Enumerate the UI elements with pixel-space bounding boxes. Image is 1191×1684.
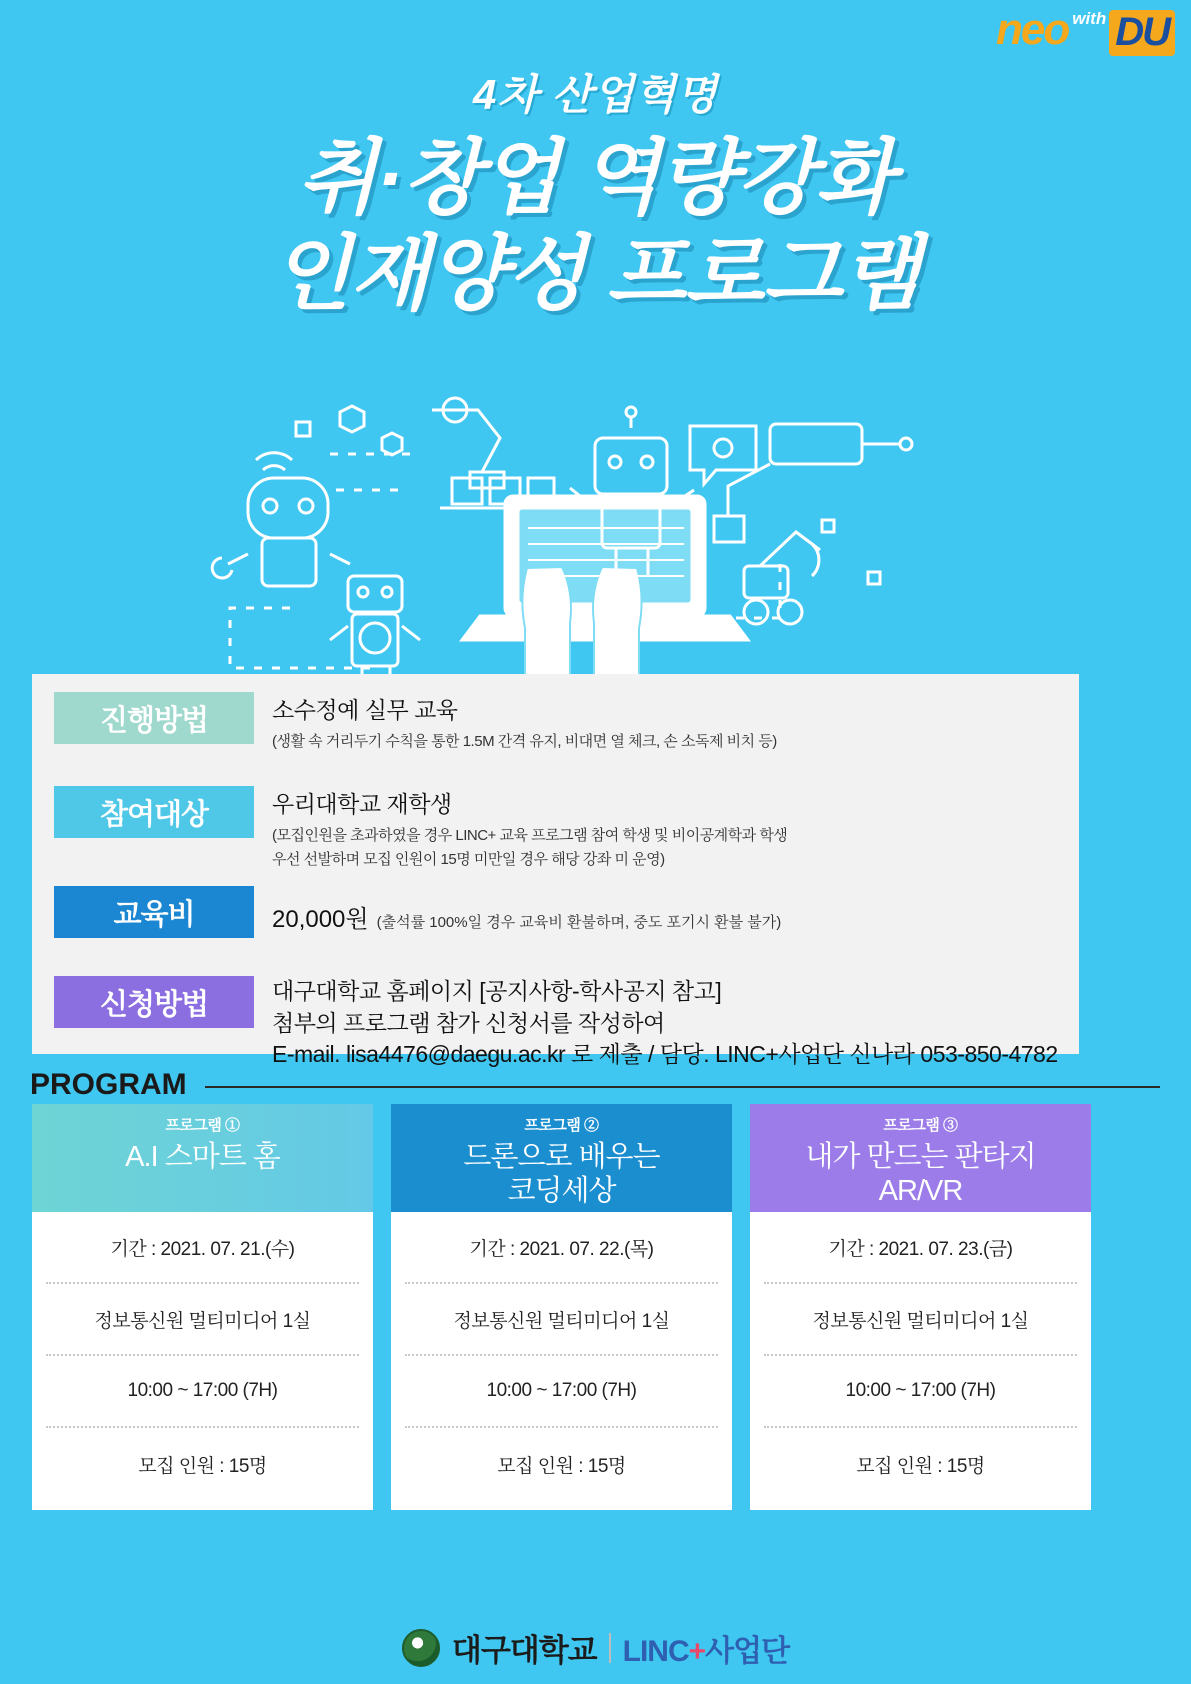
- robotics-illustration: [0, 368, 1191, 678]
- info-row-fee: [54, 886, 781, 938]
- footer-linc-text: LINC: [622, 1634, 689, 1668]
- info-tag-target: 참여대상: [54, 786, 254, 838]
- footer-linc-dan: 사업단: [705, 1634, 790, 1668]
- program-card-1: [32, 1104, 373, 1510]
- program-card-1-period: 기간 : 2021. 07. 21.(수): [46, 1212, 359, 1284]
- info-tag-method: 진행방법: [54, 692, 254, 744]
- program-card-2-period: 기간 : 2021. 07. 22.(목): [405, 1212, 718, 1284]
- program-card-list: [32, 1104, 1091, 1510]
- program-divider: [205, 1086, 1160, 1088]
- logo-neo-text: neo: [995, 5, 1069, 54]
- program-card-2-time: 10:00 ~ 17:00 (7H): [405, 1356, 718, 1428]
- info-row-method: [54, 692, 777, 753]
- footer-linc-plus: +: [688, 1634, 706, 1668]
- logo-with-text: with: [1072, 9, 1107, 28]
- program-card-3-header: [750, 1104, 1091, 1212]
- info-apply-line-2: 첨부의 프로그램 참가 신청서를 작성하여: [272, 1009, 665, 1036]
- program-card-3-title-line-2: AR/VR: [878, 1175, 963, 1208]
- program-card-2-place: 정보통신원 멀티미디어 1실: [405, 1284, 718, 1356]
- footer-logos: [0, 1625, 1191, 1670]
- headline-line-2: 취·창업 역량강화: [297, 133, 894, 224]
- info-apply-line-3: E-mail. lisa4476@daegu.ac.kr 로 제출 / 담당. LINC+사업단 신나라 053-850-4782: [272, 1041, 1058, 1068]
- program-card-2-capacity: 모집 인원 : 15명: [497, 1455, 626, 1477]
- info-tag-apply: 신청방법: [54, 976, 254, 1028]
- info-panel: [32, 674, 1079, 1068]
- program-card-3-number: 프로그램 ③: [883, 1117, 958, 1134]
- headline-block: [0, 62, 1191, 321]
- footer-divider: [609, 1633, 611, 1663]
- info-fee-note: (출석률 100%일 경우 교육비 환불하며, 중도 포기시 환불 불가): [376, 913, 782, 931]
- info-sub-method: (생활 속 거리두기 수칙을 통한 1.5M 간격 유지, 비대면 열 체크, 손 소독제 비치 등): [272, 733, 777, 750]
- info-title-method: 소수정예 실무 교육: [272, 697, 458, 723]
- program-card-3-place: 정보통신원 멀티미디어 1실: [764, 1284, 1077, 1356]
- footer-linc-logo: [623, 1626, 789, 1670]
- program-card-3-title-line-1: 내가 만드는 판타지: [805, 1141, 1036, 1173]
- program-card-3-time: 10:00 ~ 17:00 (7H): [764, 1356, 1077, 1428]
- university-emblem-icon: [402, 1629, 440, 1667]
- info-apply-line-1: 대구대학교 홈페이지 [공지사항-학사공지 참고]: [272, 978, 722, 1004]
- info-row-target: [54, 786, 787, 871]
- logo-du-text: DU: [1109, 10, 1175, 56]
- info-tag-fee: 교육비: [54, 886, 254, 938]
- program-card-2: [391, 1104, 732, 1510]
- program-card-2-number: 프로그램 ②: [524, 1117, 599, 1134]
- program-card-2-title-line-2: 코딩세상: [507, 1175, 616, 1208]
- neo-with-du-logo: [995, 5, 1175, 56]
- info-fee-amount: 20,000원: [272, 905, 369, 933]
- program-card-1-time: 10:00 ~ 17:00 (7H): [46, 1356, 359, 1428]
- program-card-1-place: 정보통신원 멀티미디어 1실: [46, 1284, 359, 1356]
- program-section-title: PROGRAM: [30, 1068, 187, 1101]
- program-card-1-capacity: 모집 인원 : 15명: [138, 1455, 267, 1477]
- program-card-3-capacity: 모집 인원 : 15명: [856, 1455, 985, 1477]
- program-card-1-title: A.I 스마트 홈: [125, 1141, 280, 1173]
- info-title-target: 우리대학교 재학생: [272, 791, 452, 817]
- program-card-3: [750, 1104, 1091, 1510]
- info-sub-target-1: (모집인원을 초과하였을 경우 LINC+ 교육 프로그램 참여 학생 및 비이공계학과 학생: [272, 827, 788, 844]
- info-row-apply: [54, 976, 1058, 1071]
- headline-line-1: 4차 산업혁명: [473, 71, 718, 118]
- program-card-1-header: [32, 1104, 373, 1212]
- info-sub-target-2: 우선 선발하며 모집 인원이 15명 미만일 경우 해당 강좌 미 운영): [272, 850, 665, 868]
- program-card-3-period: 기간 : 2021. 07. 23.(금): [764, 1212, 1077, 1284]
- footer-university-name: 대구대학교: [451, 1633, 597, 1668]
- program-card-1-number: 프로그램 ①: [165, 1117, 240, 1134]
- program-card-2-title-line-1: 드론으로 배우는: [463, 1141, 660, 1173]
- headline-line-3: 인재양성 프로그램: [271, 229, 920, 321]
- program-section-header: [30, 1068, 1160, 1102]
- program-card-2-header: [391, 1104, 732, 1212]
